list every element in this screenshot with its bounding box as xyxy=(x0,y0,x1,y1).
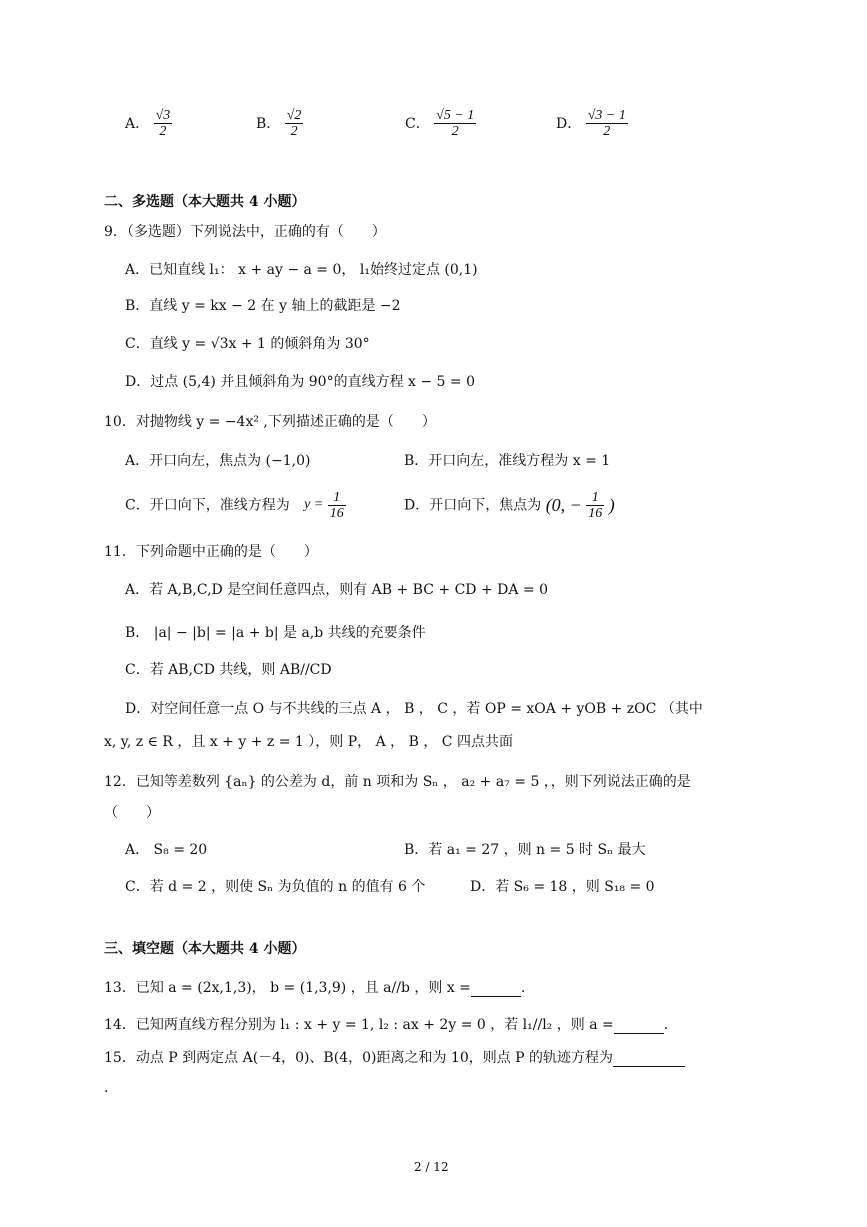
q8-option-a xyxy=(125,108,172,140)
option-label: B． xyxy=(256,115,281,132)
q13 xyxy=(104,980,525,997)
q8-option-c xyxy=(405,108,476,140)
q12-option-a: A． S₈ = 20 xyxy=(125,842,208,858)
question-text: 13．已知 a = (2x,1,3)， b = (1,3,9) ，且 a//b ，则 x = xyxy=(104,980,471,996)
q9-option-b: B．直线 y = kx − 2 在 y 轴上的截距是 −2 xyxy=(125,298,401,314)
q12-option-b: B．若 a₁ = 27 ，则 n = 5 时 Sₙ 最大 xyxy=(404,842,646,858)
q11-option-b: B． |a| − |b| = |a + b| 是 a,b 共线的充要条件 xyxy=(125,625,426,641)
q9-option-a: A．已知直线 l₁： x + ay − a = 0， l₁始终过定点 (0,1) xyxy=(125,262,478,278)
q11-stem: 11．下列命题中正确的是（ ） xyxy=(104,544,318,560)
denominator: 2 xyxy=(159,124,167,140)
numerator: √3 xyxy=(155,108,171,123)
question-end: . xyxy=(520,980,526,996)
q12-option-d: D．若 S₆ = 18 ，则 S₁₈ = 0 xyxy=(470,879,655,895)
equation-lhs: y = xyxy=(304,497,324,513)
q11-option-c: C．若 AB,CD 共线，则 AB//CD xyxy=(125,662,332,678)
q10-stem: 10．对抛物线 y = −4x² ,下列描述正确的是（ ） xyxy=(104,414,436,430)
numerator: 1 xyxy=(328,490,346,506)
answer-blank[interactable] xyxy=(613,1052,685,1067)
numerator: √5 − 1 xyxy=(436,108,475,123)
denominator: 2 xyxy=(451,124,459,140)
answer-blank[interactable] xyxy=(471,982,521,997)
question-text: 14．已知两直线方程分别为 l₁ : x + y = 1, l₂ : ax + 2y = 0 ，若 l₁//l₂ ，则 a = xyxy=(104,1017,614,1033)
answer-blank[interactable] xyxy=(614,1019,664,1034)
option-text: D．开口向下，焦点为 xyxy=(404,497,542,514)
option-label: C． xyxy=(405,115,430,132)
q12-stem-line1: 12．已知等差数列 {aₙ} 的公差为 d，前 n 项和为 Sₙ ， a₂ + a₇ = 5 ，，则下列说法正确的是 xyxy=(104,774,691,790)
q11-option-a: A．若 A,B,C,D 是空间任意四点，则有 AB + BC + CD + DA = 0 xyxy=(125,582,549,598)
numerator: √2 xyxy=(286,108,302,123)
fraction xyxy=(586,108,628,140)
q14 xyxy=(104,1017,668,1034)
question-end: . xyxy=(663,1017,669,1033)
q10-option-a: A．开口向左，焦点为 (−1,0) xyxy=(125,453,311,469)
denominator: 2 xyxy=(603,124,611,140)
option-label: A． xyxy=(125,115,150,132)
q10-option-b: B．开口向左，准线方程为 x = 1 xyxy=(404,453,611,469)
q11-option-d-line2: x, y, z ∈ R ，且 x + y + z = 1 ），则 P， A ， B ， C 四点共面 xyxy=(104,734,513,750)
numerator: 1 xyxy=(586,490,604,506)
numerator: √3 − 1 xyxy=(587,108,626,123)
denominator: 16 xyxy=(588,506,603,522)
q9-stem: 9．（多选题）下列说法中，正确的有（ ） xyxy=(104,224,386,240)
q9-option-d: D．过点 (5,4) 并且倾斜角为 90°的直线方程 x − 5 = 0 xyxy=(125,374,475,390)
question-text: 15．动点 P 到两定点 A(－4，0)、B(4，0)距离之和为 10，则点 P 的轨迹方程为 xyxy=(104,1050,614,1066)
page-number: 2 / 12 xyxy=(414,1160,449,1174)
q11-option-d-line1: D．对空间任意一点 O 与不共线的三点 A ， B ， C ，若 OP = xOA + yOB + zOC （其中 xyxy=(125,701,703,717)
q10-option-d xyxy=(404,490,615,522)
fraction xyxy=(285,108,304,140)
option-label: D． xyxy=(556,115,582,132)
option-text: C．开口向下，准线方程为 xyxy=(125,497,290,514)
fraction xyxy=(434,108,476,140)
point-open: (0, − xyxy=(545,495,582,516)
q12-stem-line2: （ ） xyxy=(104,805,160,821)
q15 xyxy=(104,1050,685,1067)
q8-option-b xyxy=(256,108,303,140)
fraction xyxy=(586,490,604,522)
q8-option-d xyxy=(556,108,628,140)
q10-option-c xyxy=(125,490,346,522)
section-title-multiple-choice: 二、多选题（本大题共 4 小题） xyxy=(104,194,306,210)
fraction xyxy=(154,108,173,140)
denominator: 2 xyxy=(290,124,298,140)
point-close: ) xyxy=(608,495,615,516)
denominator: 16 xyxy=(329,506,344,522)
q15-end: . xyxy=(104,1080,109,1096)
q9-option-c: C．直线 y = √3x + 1 的倾斜角为 30° xyxy=(125,336,370,352)
section-title-fill-in: 三、填空题（本大题共 4 小题） xyxy=(104,941,306,957)
q12-option-c: C．若 d = 2 ，则使 Sₙ 为负值的 n 的值有 6 个 xyxy=(125,879,426,895)
fraction xyxy=(328,490,346,522)
